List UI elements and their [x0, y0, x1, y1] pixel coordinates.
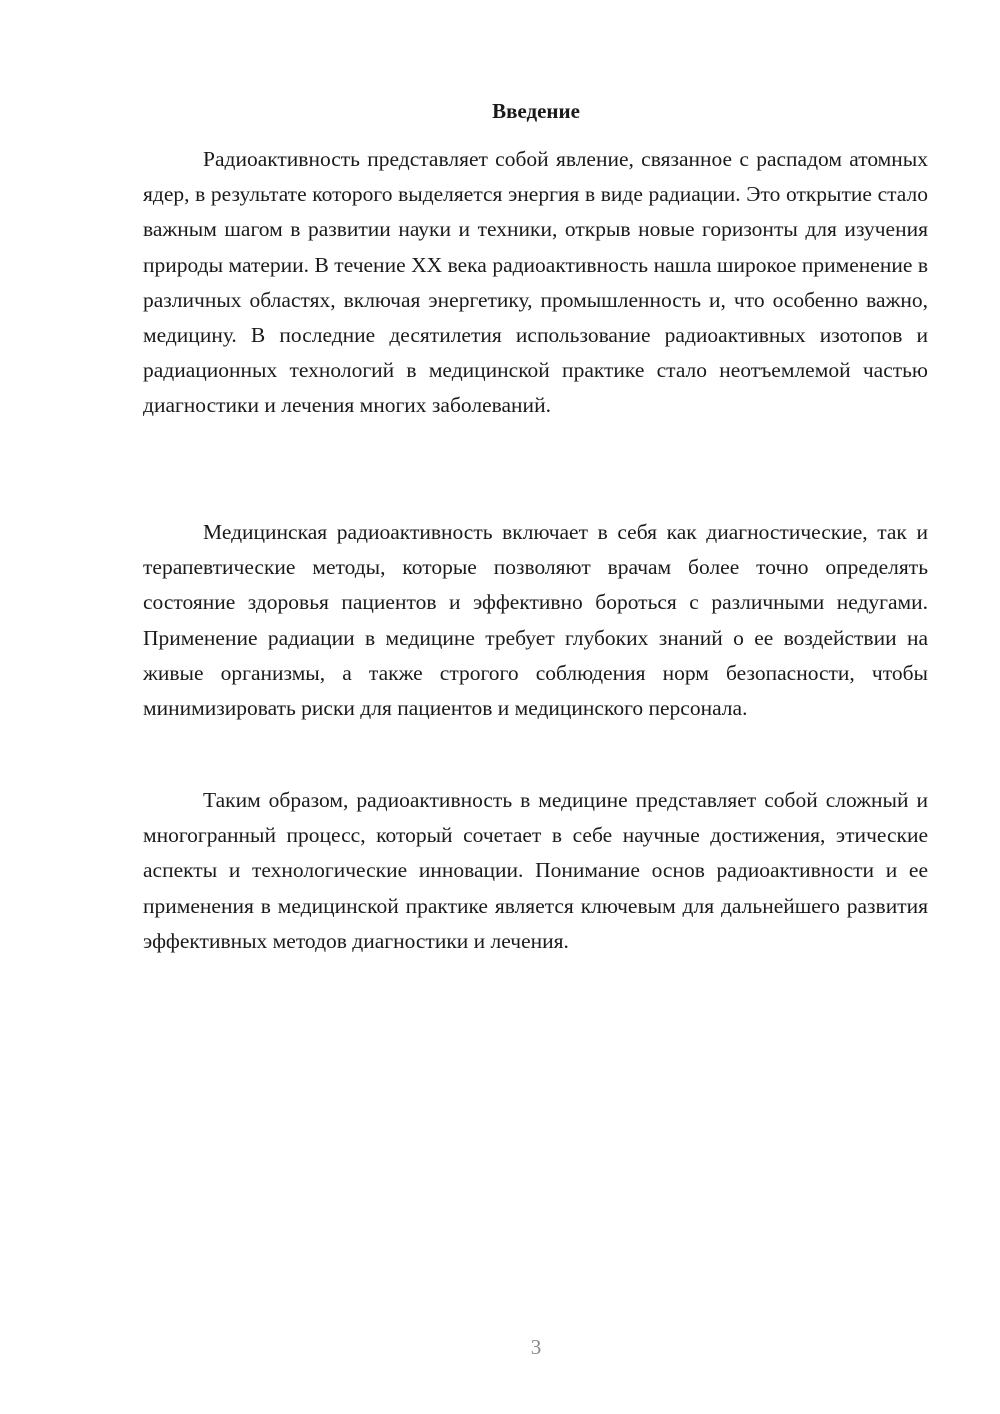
paragraph-1-block: [143, 142, 928, 424]
paragraph-3-block: [143, 783, 928, 959]
paragraph-intro: Радиоактивность представляет собой явление, связанное с распадом атомных ядер, в результате которого выделяется энергия в виде радиации. Это открытие стало важным шагом в развитии науки и техники, открыв новые горизонты для изучения природы материи. В течение XX века радиоактивность нашла широкое применение в различных областях, включая энергетику, промышленность и, что особенно важно, медицину. В последние десятилетия использование радиоактивных изотопов и радиационных технологий в медицинской практике стало неотъемлемой частью диагностики и лечения многих заболеваний.: [143, 147, 928, 418]
paragraph-conclusion: Таким образом, радиоактивность в медицине представляет собой сложный и многогранный процесс, который сочетает в себе научные достижения, этические аспекты и технологические инновации. Понимание основ радиоактивности и ее применения в медицинской практике является ключевым для дальнейшего развития эффективных методов диагностики и лечения.: [143, 788, 928, 953]
paragraph-2-block: [143, 515, 928, 726]
page-number: 3: [530, 1335, 542, 1359]
paragraph-medical-radioactivity: Медицинская радиоактивность включает в себя как диагностические, так и терапевтические методы, которые позволяют врачам более точно определять состояние здоровья пациентов и эффективно бороться с различными недугами. Применение радиации в медицине требует глубоких знаний о ее воздействии на живые организмы, а также строгого соблюдения норм безопасности, чтобы минимизировать риски для пациентов и медицинского персонала.: [143, 520, 928, 721]
section-heading: Введение: [492, 99, 580, 123]
